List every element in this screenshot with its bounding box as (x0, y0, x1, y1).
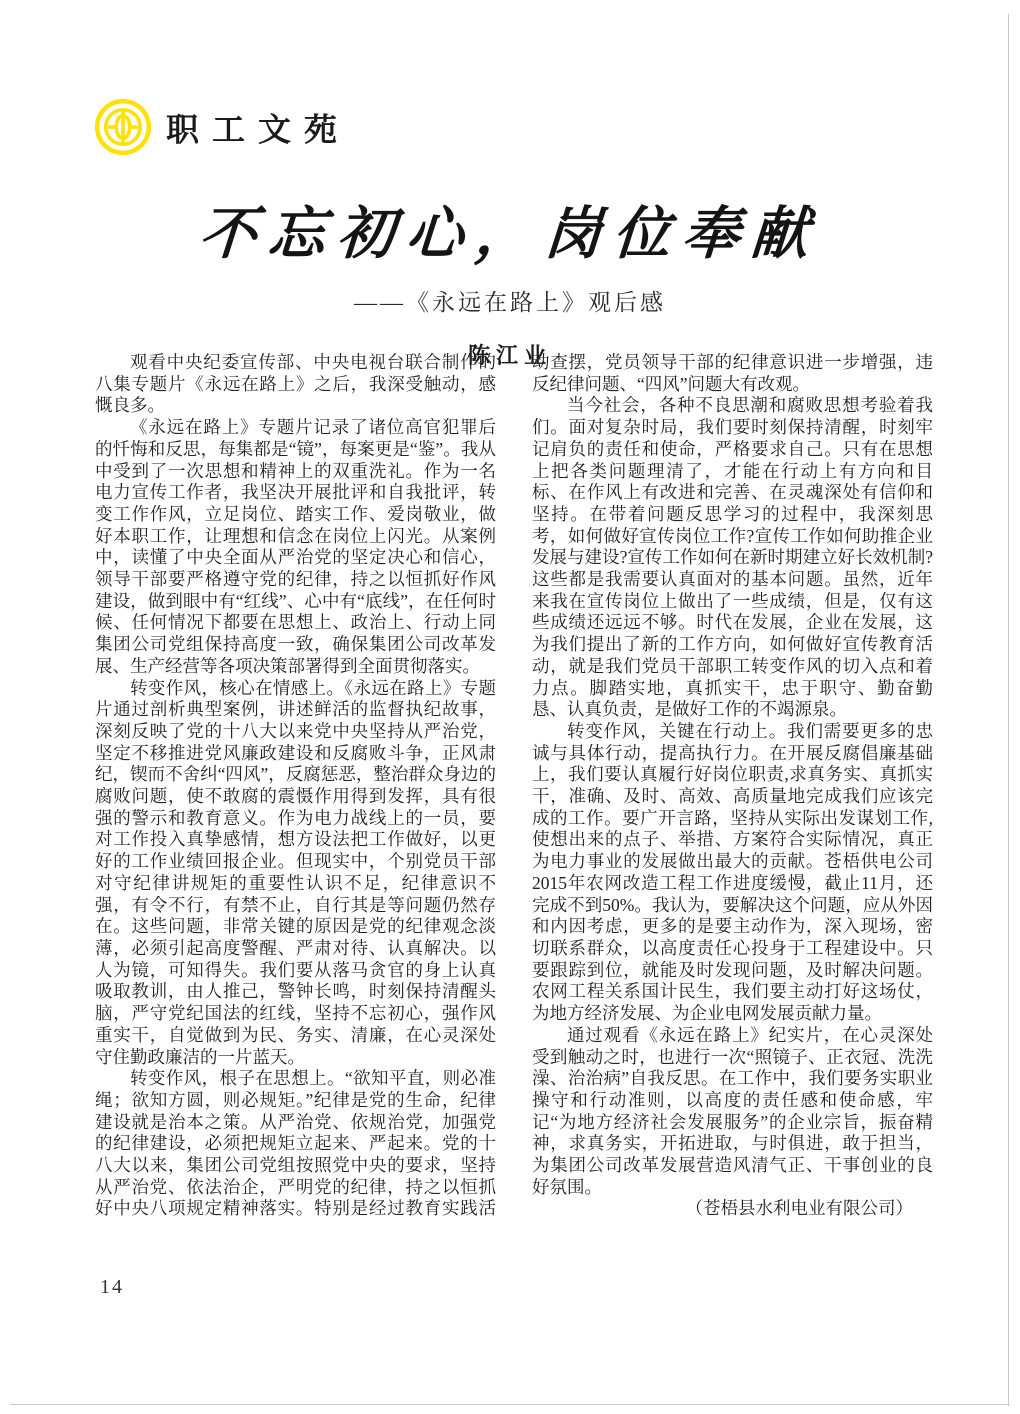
article-title: 不忘初心，岗位奉献 (196, 203, 823, 266)
article-author: 陈江业 (467, 343, 552, 368)
section-header (94, 98, 350, 156)
paragraph: 转变作风，关键在行动上。我们需要更多的忠诚与具体行动，提高执行力。在开展反腐倡廉基础上，我们要认真履行好岗位职责,求真务实、真抓实干，准确、及时、高效、高质量地完成我们应该完成的工作。要广开言路，坚持从实际出发谋划工作,使想出来的点子、举措、方案符合实际情况，真正为电力事业的发展做出最大的贡献。苍梧供电公司2015年农网改造工程工作进度缓慢，截止11月，还完成不到50%。我认为，要解决这个问题，应从外因和内因考虑，更多的是要主动作为，深入现场，密切联系群众，以高度责任心投身于工程建设中。只要跟踪到位，就能及时发现问题，及时解决问题。农网工程关系国计民生，我们要主动打好这场仗，为地方经济发展、为企业电网发展贡献力量。 (532, 720, 933, 1024)
trade-union-logo-icon (94, 98, 152, 156)
article-title-block (45, 188, 975, 370)
article-subtitle: ——《永远在路上》观后感 (354, 290, 666, 315)
paragraph: 转变作风，核心在情感上。《永远在路上》专题片通过剖析典型案例，讲述鲜活的监督执纪故事，深刻反映了党的十八大以来党中央坚持从严治党，坚定不移推进党风廉政建设和反腐败斗争，正风肃纪，锲而不舍纠“四风”，反腐惩恶，整治群众身边的腐败问题，使不敢腐的震慑作用得到发挥，具有很强的警示和教育意义。作为电力战线上的一员，要对工作投入真挚感情，想方设法把工作做好，以更好的工作业绩回报企业。但现实中，个别党员干部对守纪律讲规矩的重要性认识不足，纪律意识不强，有令不行，有禁不止，自行其是等问题仍然存在。这些问题，非常关键的原因是党的纪律观念淡薄，必须引起高度警醒、严肃对待、认真解决。以人为镜，可知得失。我们要从落马贪官的身上认真吸取教训，由人推己，警钟长鸣，时刻保持清醒头脑，严守党纪国法的红线，坚持不忘初心，强作风重实干，自觉做到为民、务实、清廉，在心灵深处守住勤政廉洁的一片蓝天。 (95, 677, 496, 1067)
section-label: 职工文苑 (166, 113, 350, 148)
page-number: 14 (100, 1276, 124, 1298)
paragraph: 通过观看《永远在路上》纪实片，在心灵深处受到触动之时，也进行一次“照镜子、正衣冠、洗洗澡、治治病”自我反思。在工作中，我们要务实职业操守和行动准则，以高度的责任感和使命感，牢记“为地方经济社会发展服务”的企业宗旨，振奋精神，求真务实，开拓进取，与时俱进，敢于担当，为集团公司改革发展营造风清气正、干事创业的良好氛围。 (532, 1024, 933, 1197)
paragraph: 《永远在路上》专题片记录了诸位高官犯罪后的忏悔和反思，每集都是“镜”，每案更是“鉴”。我从中受到了一次思想和精神上的双重洗礼。作为一名电力宣传工作者，我坚决开展批评和自我批评，转变工作作风，立足岗位、踏实工作、爱岗敬业，做好本职工作，让理想和信念在岗位上闪光。从案例中，读懂了中央全面从严治党的坚定决心和信心，领导干部要严格遵守党的纪律，持之以恒抓好作风建设，做到眼中有“红线”、心中有“底线”，在任何时候、任何情况下都要在思想上、政治上、行动上同集团公司党组保持高度一致，确保集团公司改革发展、生产经营等各项决策部署得到全面贯彻落实。 (95, 417, 496, 676)
article-body (95, 352, 933, 1234)
scan-edge-right (1008, 14, 1009, 1406)
attribution: （苍梧县水利电业有限公司） (685, 1198, 913, 1219)
paragraph: 当今社会，各种不良思潮和腐败思想考验着我们。面对复杂时局，我们要时刻保持清醒，时刻牢记肩负的责任和使命，严格要求自己。只有在思想上把各类问题理清了，才能在行动上有方向和目标、在作风上有改进和完善、在灵魂深处有信仰和坚持。在带着问题反思学习的过程中，我深刻思考，如何做好宣传岗位工作?宣传工作如何助推企业发展与建设?宣传工作如何在新时期建立好长效机制?这些都是我需要认真面对的基本问题。虽然，近年来我在宣传岗位上做出了一些成绩，但是，仅有这些成绩还远远不够。时代在发展，企业在发展，这为我们提出了新的工作方向，如何做好宣传教育活动，就是我们党员干部职工转变作风的切入点和着力点。脚踏实地，真抓实干，忠于职守、勤奋勤恳、认真负责，是做好工作的不竭源泉。 (532, 395, 933, 720)
paragraph: 转变作风，根子在思想上。“欲知平直，则必准绳；欲知方圆，则必规矩。”纪律是党的生命，纪律建设就是治本之策。从严治党、依规治党，加强党的纪律建设，必须把规矩立起来、严起来。党的十八大以来，集团公司党组按照党中央的要求，坚持从严治党、依法治企，严明党的纪律，持之以恒抓好中央八项规定精神落实。特别是经过教育实践活动查摆，党员领导干部的纪律意识进一步增强，违反纪律问题、“四风”问题大有改观。 (95, 352, 933, 1219)
paragraph: 观看中央纪委宣传部、中央电视台联合制作的八集专题片《永远在路上》之后，我深受触动，感慨良多。 (95, 352, 496, 416)
scan-edge-bottom (10, 1404, 1010, 1405)
